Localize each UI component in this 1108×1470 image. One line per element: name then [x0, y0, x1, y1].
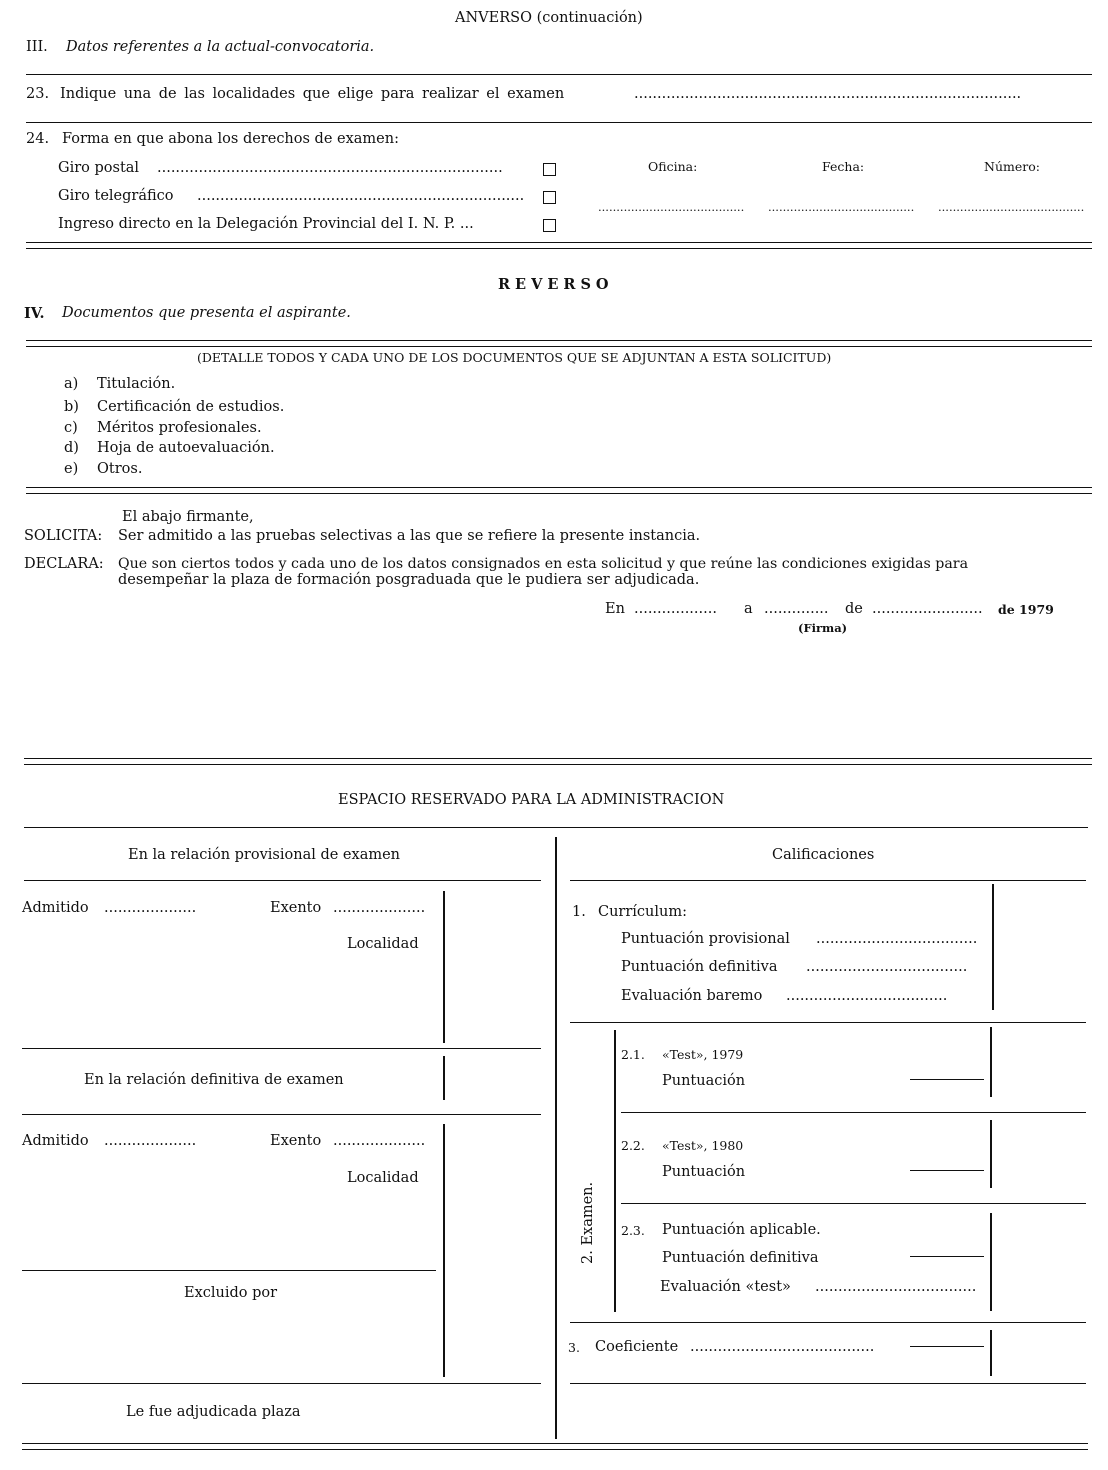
score-blank[interactable] [910, 1170, 984, 1171]
divider [22, 1114, 541, 1115]
test-23-number: 2.3. [621, 1223, 645, 1238]
puntuacion-label: Puntuación [662, 1073, 746, 1089]
eval-test-label: Evaluación «test» [660, 1279, 791, 1295]
oficina-label: Oficina: [648, 159, 698, 174]
divider [570, 1383, 1086, 1384]
test-21-label: «Test», 1979 [662, 1047, 744, 1062]
exento-label: Exento [270, 1133, 322, 1149]
double-divider [26, 242, 1092, 249]
item-23-text: Indique una de las localidades que elige para realizar el examen [60, 86, 565, 102]
divider [570, 1322, 1086, 1323]
de-label: de [845, 601, 863, 617]
detalle-note: (DETALLE TODOS Y CADA UNO DE LOS DOCUMENTOS QUE SE ADJUNTAN A ESTA SOLICITUD) [197, 350, 832, 365]
score-blank[interactable] [910, 1346, 984, 1347]
divider [570, 880, 1086, 881]
ingreso-directo-checkbox[interactable] [543, 217, 556, 233]
declara-text-1: Que son ciertos todos y cada uno de los datos consignados en esta solicitud y que reúne las condiciones exigidas para [118, 556, 969, 572]
divider [443, 891, 445, 1043]
punt-definitiva-label: Puntuación definitiva [662, 1250, 819, 1266]
exento-label: Exento [270, 900, 322, 916]
doc-item: Titulación. [97, 376, 176, 392]
solicita-label: SOLICITA: [24, 528, 103, 544]
divider [621, 1112, 1086, 1113]
provisional-heading: En la relación provisional de examen [128, 847, 401, 863]
doc-item: Otros. [97, 461, 143, 477]
item-23-number: 23. [26, 86, 50, 102]
localidad-label: Localidad [347, 1170, 419, 1186]
admitido-label: Admitido [22, 1133, 89, 1149]
score-blank[interactable] [910, 1079, 984, 1080]
curriculum-label: Currículum: [598, 904, 688, 920]
test-22-label: «Test», 1980 [662, 1138, 744, 1153]
fecha-field[interactable]: ........................................ [768, 200, 915, 214]
curriculum-number: 1. [572, 904, 586, 920]
admin-top-rule [24, 827, 1088, 828]
divider [22, 1383, 541, 1384]
examen-vertical-label: 2. Examen. [580, 1181, 596, 1264]
declara-text-2: desempeñar la plaza de formación posgraduada que le pudiera ser adjudicada. [118, 572, 700, 588]
divider [990, 1330, 992, 1376]
coeficiente-label: Coeficiente [595, 1339, 679, 1355]
en-label: En [605, 601, 625, 617]
punt-definitiva-field[interactable]: ................................... [806, 959, 968, 975]
admin-center-divider [555, 837, 557, 1439]
divider [26, 122, 1092, 123]
oficina-field[interactable]: ........................................ [598, 200, 745, 214]
month-field[interactable]: ........................ [872, 601, 983, 617]
calificaciones-heading: Calificaciones [772, 847, 875, 863]
divider [990, 1213, 992, 1311]
puntuacion-label: Puntuación [662, 1164, 746, 1180]
doc-letter: e) [64, 461, 79, 477]
section-4-title: Documentos que presenta el aspirante. [62, 305, 351, 321]
doc-letter: b) [64, 399, 79, 415]
divider [26, 74, 1092, 75]
item-24-text: Forma en que abona los derechos de examen: [62, 131, 399, 147]
eval-baremo-field[interactable]: ................................... [786, 988, 948, 1004]
numero-field[interactable]: ........................................ [938, 200, 1085, 214]
doc-item: Hoja de autoevaluación. [97, 440, 275, 456]
adjudicada-label: Le fue adjudicada plaza [126, 1404, 301, 1420]
excluido-label: Excluido por [184, 1285, 278, 1301]
coeficiente-field[interactable]: ........................................ [690, 1339, 875, 1355]
divider [992, 884, 994, 1010]
giro-postal-label: Giro postal [58, 160, 140, 176]
divider [990, 1027, 992, 1097]
doc-item: Méritos profesionales. [97, 420, 262, 436]
item-23-field[interactable]: .................................................................................... [634, 86, 1022, 102]
firmante-text: El abajo firmante, [122, 509, 254, 525]
punt-aplicable-label: Puntuación aplicable. [662, 1222, 821, 1238]
giro-telegrafico-label: Giro telegráfico [58, 188, 174, 204]
giro-telegrafico-checkbox[interactable] [543, 189, 556, 205]
section-3-title: Datos referentes a la actual-convocatoria. [66, 39, 375, 55]
eval-test-field[interactable]: ................................... [815, 1279, 977, 1295]
a-label: a [744, 601, 753, 617]
divider [621, 1203, 1086, 1204]
day-field[interactable]: .............. [764, 601, 829, 617]
section-4-number: IV. [24, 305, 45, 322]
eval-baremo-label: Evaluación baremo [621, 988, 763, 1004]
ingreso-directo-label: Ingreso directo en la Delegación Provincial del I. N. P. ... [58, 216, 474, 232]
divider [614, 1030, 616, 1312]
declara-label: DECLARA: [24, 556, 104, 572]
double-divider [24, 758, 1092, 765]
anverso-title: ANVERSO (continuación) [455, 10, 643, 26]
section-3-number: III. [26, 39, 48, 55]
test-21-number: 2.1. [621, 1047, 645, 1062]
numero-label: Número: [984, 159, 1040, 174]
punt-definitiva-label: Puntuación definitiva [621, 959, 778, 975]
exento-field[interactable]: .................... [333, 900, 426, 916]
exento-field[interactable]: .................... [333, 1133, 426, 1149]
doc-letter: d) [64, 440, 79, 456]
divider [570, 1022, 1086, 1023]
place-field[interactable]: .................. [634, 601, 717, 617]
punt-provisional-label: Puntuación provisional [621, 931, 790, 947]
giro-telegrafico-dots: ....................................................................... [197, 188, 525, 204]
doc-item: Certificación de estudios. [97, 399, 285, 415]
solicita-text: Ser admitido a las pruebas selectivas a las que se refiere la presente instancia. [118, 528, 701, 544]
coeficiente-number: 3. [568, 1340, 580, 1355]
doc-letter: c) [64, 420, 78, 436]
giro-postal-dots: ........................................................................... [157, 160, 503, 176]
divider [990, 1120, 992, 1188]
divider [443, 1124, 445, 1377]
double-divider [22, 1443, 1088, 1450]
test-22-number: 2.2. [621, 1138, 645, 1153]
divider [22, 1270, 436, 1271]
year-label: de 1979 [998, 602, 1054, 617]
score-blank[interactable] [910, 1256, 984, 1257]
double-divider [26, 487, 1092, 494]
fecha-label: Fecha: [822, 159, 865, 174]
doc-letter: a) [64, 376, 79, 392]
reverso-title: REVERSO [498, 276, 614, 293]
divider [22, 1048, 541, 1049]
divider [24, 880, 541, 881]
localidad-label: Localidad [347, 936, 419, 952]
firma-label: (Firma) [798, 621, 848, 635]
double-divider [26, 340, 1092, 347]
admitido-label: Admitido [22, 900, 89, 916]
item-24-number: 24. [26, 131, 50, 147]
giro-postal-checkbox[interactable] [543, 161, 556, 177]
admitido-field[interactable]: .................... [104, 900, 197, 916]
divider [443, 1056, 445, 1100]
punt-provisional-field[interactable]: ................................... [816, 931, 978, 947]
admitido-field[interactable]: .................... [104, 1133, 197, 1149]
admin-title: ESPACIO RESERVADO PARA LA ADMINISTRACION [338, 792, 725, 808]
definitiva-heading: En la relación definitiva de examen [84, 1072, 344, 1088]
